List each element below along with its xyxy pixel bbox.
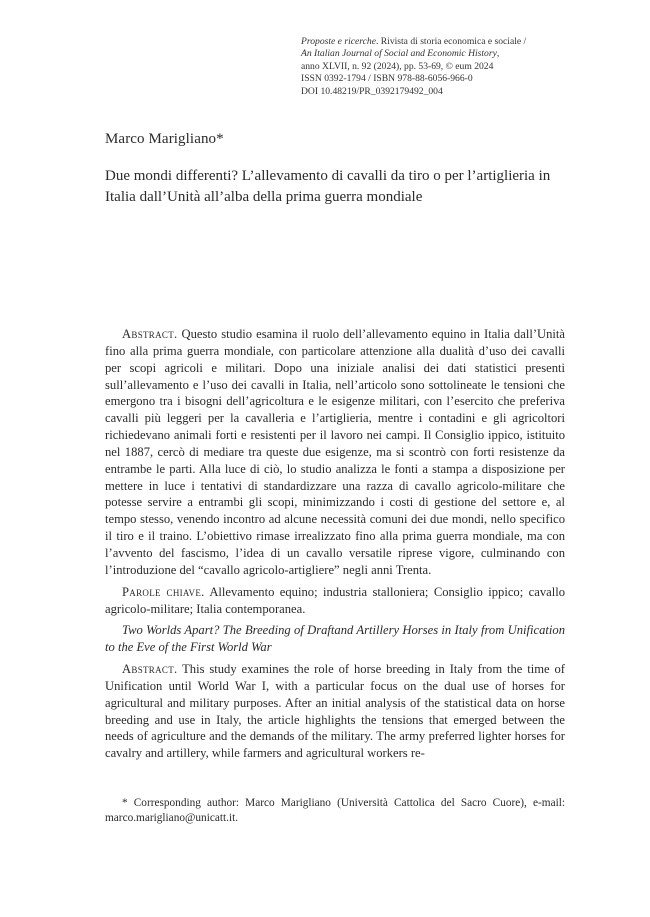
journal-issn: ISSN 0392-1794 / ISBN 978-88-6056-966-0 xyxy=(301,73,473,85)
journal-masthead xyxy=(301,36,631,98)
title-en: Two Worlds Apart? The Breeding of Draftand Artillery Horses in Italy from Unification to the Eve of the First World War xyxy=(105,623,565,655)
journal-title-en: An Italian Journal of Social and Economic History xyxy=(301,48,497,60)
footnote xyxy=(105,796,565,826)
abstract-it xyxy=(105,326,565,579)
author-name: Marco Marigliano* xyxy=(105,131,224,147)
keywords-it xyxy=(105,584,565,618)
abstract-en-label: Abstract. xyxy=(122,662,178,677)
abstract-en-text: This study examines the role of horse breeding in Italy from the time of Unification until World War I, with a particular focus on the dual use of horses for agricultural and military purposes. After an initial analysis of the statistical data on horse breeding and use in Italy, the article highlights the tensions that emerged between the needs of agriculture and the demands of the military. The army preferred lighter horses for cavalry and artillery, while farmers and agricultural workers re- xyxy=(105,662,565,761)
journal-line-1 xyxy=(301,36,631,48)
article-title: Due mondi differenti? L’allevamento di cavalli da tiro o per l’artiglieria in Italia dall’Unità all’alba della prima guerra mondiale xyxy=(105,168,551,205)
footnote-text: * Corresponding author: Marco Marigliano (Università Cattolica del Sacro Cuore), e-mail: marco.marigliano@unicatt.it. xyxy=(105,797,565,824)
keywords-it-text: Allevamento equino; industria stalloniera; Consiglio ippico; cavallo agricolo-militare; Italia contemporanea. xyxy=(105,584,565,616)
article-body xyxy=(105,326,565,767)
journal-line-2 xyxy=(301,48,631,60)
journal-volume: anno XLVII, n. 92 (2024), pp. 53-69, © eum 2024 xyxy=(301,60,494,72)
abstract-en xyxy=(105,661,565,762)
journal-subtitle-it: . Rivista di storia economica e sociale / xyxy=(375,36,527,47)
abstract-it-label: Abstract. xyxy=(122,327,178,341)
journal-title-it: Proposte e ricerche xyxy=(301,36,376,47)
abstract-it-text: Questo studio esamina il ruolo dell’allevamento equino in Italia dall’Unità fino alla prima guerra mondiale, con particolare attenzione alla dualità d’uso dei cavalli per scopi agricoli e militari. Dopo una iniziale analisi dei dati statistici presenti sull’allevamento e l’uso dei cavalli in Italia, nell’articolo sono sottolineate le tensioni che emergono tra i bisogni dell’agricoltura e le esigenze militari, con l’esercito che preferiva cavalli più leggeri per la cavalleria e l’artiglieria, mentre i contadini e gli agricoltori richiedevano animali forti e resistenti per il lavoro nei campi. Il Consiglio ippico, istituito nel 1887, cercò di mediare tra queste due esigenze, ma si scontrò con forti resistenze da entrambe le parti. Alla luce di ciò, lo studio analizza le fonti a stampa a disposizione per mettere in luce i tentativi di standardizzare una razza di cavallo agricolo-militare che potesse servire a entrambi gli scopi, minimizzando i costi di gestione del settore e, al tempo stesso, venendo incontro ad alcune necessità comuni dei due mondi, nello specifico il tiro e il traino. L’obiettivo rimase irrealizzato fino alla prima guerra mondiale, ma con l’avvento del fascismo, l’idea di un cavallo versatile riprese vigore, culminando con l’introduzione del “cavallo agricolo-artigliere” negli anni Trenta. xyxy=(105,327,565,577)
keywords-it-label: Parole chiave. xyxy=(122,584,205,599)
journal-doi: DOI 10.48219/PR_0392179492_004 xyxy=(301,85,443,97)
journal-title-en-punct: , xyxy=(496,48,500,60)
